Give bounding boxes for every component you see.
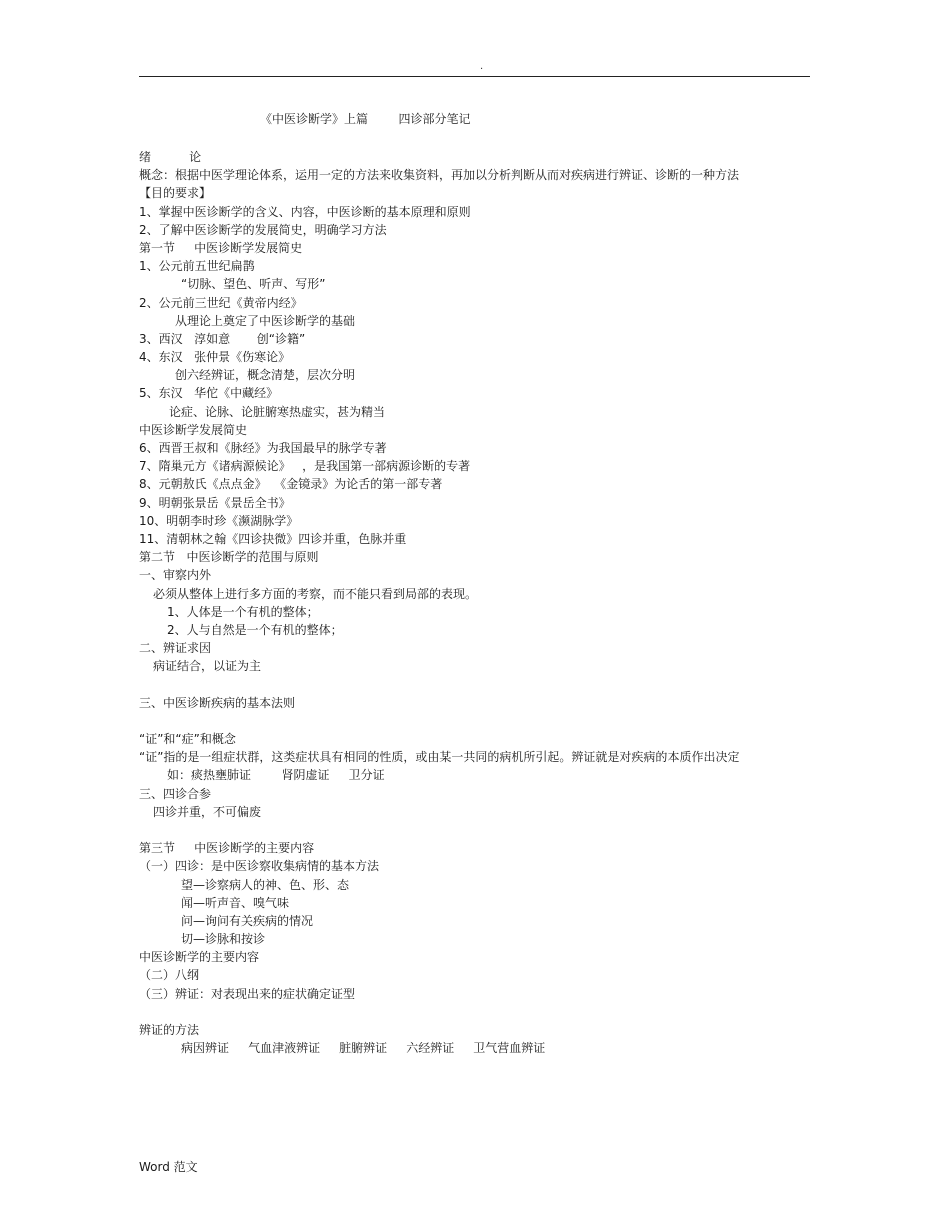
- text-line: 辨证的方法: [139, 1023, 200, 1038]
- text-line: （二）八纲: [139, 968, 200, 983]
- text-line: 第二节 中医诊断学的范围与原则: [139, 550, 319, 565]
- text-line: 1、公元前五世纪扁鹊: [139, 259, 255, 274]
- text-line: 一、审察内外: [139, 568, 212, 583]
- text-line: 病因辨证 气血津液辨证 脏腑辨证 六经辨证 卫气营血辨证: [181, 1041, 546, 1056]
- text-line: 3、西汉 淳如意 创“诊籍”: [139, 331, 306, 346]
- text-line: 问—询问有关疾病的情况: [181, 913, 314, 928]
- text-line: 病证结合，以证为主: [153, 659, 262, 674]
- page-footer: Word 范文: [139, 1160, 198, 1174]
- text-line: “证”和“症”和概念: [139, 732, 236, 747]
- header-rule: [139, 76, 810, 77]
- text-line: 如：痰热壅肺证 肾阴虚证 卫分证: [167, 768, 385, 783]
- text-line: 三、中医诊断疾病的基本法则: [139, 695, 296, 710]
- text-line: （一）四诊：是中医诊察收集病情的基本方法: [139, 859, 380, 874]
- text-line: 第三节 中医诊断学的主要内容: [139, 841, 315, 856]
- text-line: “切脉、望色、听声、写形”: [181, 277, 326, 292]
- text-line: 中医诊断学发展简史: [139, 422, 248, 437]
- header-dot: .: [480, 61, 484, 72]
- blank-line: [139, 1003, 811, 1021]
- blank-line: [139, 675, 811, 693]
- text-line: 7、隋巢元方《诸病源候论》 ，是我国第一部病源诊断的专著: [139, 459, 471, 474]
- blank-line: [139, 821, 811, 839]
- text-line: 必须从整体上进行多方面的考察，而不能只看到局部的表现。: [153, 586, 478, 601]
- text-line: 概念：根据中医学理论体系，运用一定的方法来收集资料，再加以分析判断从而对疾病进行辨证、诊断的一种方法: [139, 168, 740, 183]
- text-line: 4、东汉 张仲景《伤寒论》: [139, 350, 291, 365]
- text-line: 2、人与自然是一个有机的整体；: [167, 622, 343, 637]
- text-line: 四诊并重，不可偏废: [153, 804, 262, 819]
- text-line: 二、辨证求因: [139, 641, 212, 656]
- text-line: 6、西晋王叔和《脉经》为我国最早的脉学专著: [139, 441, 387, 456]
- text-line: 5、东汉 华佗《中藏经》: [139, 386, 279, 401]
- text-line: 8、元朝敖氏《点点金》 《金镜录》为论舌的第一部专著: [139, 477, 443, 492]
- text-line: 11、清朝林之翰《四诊抉微》四诊并重，色脉并重: [139, 531, 407, 546]
- text-line: 【目的要求】: [139, 186, 212, 201]
- text-line: 1、人体是一个有机的整体；: [167, 604, 319, 619]
- text-line: 创六经辨证，概念清楚，层次分明: [175, 368, 356, 383]
- text-line: 第一节 中医诊断学发展简史: [139, 240, 303, 255]
- document-body: [139, 148, 811, 1057]
- text-line: 望—诊察病人的神、色、形、态: [181, 877, 350, 892]
- text-line: （三）辨证：对表现出来的症状确定证型: [139, 986, 356, 1001]
- text-line: 切—诊脉和按诊: [181, 932, 266, 947]
- text-line: 绪 论: [139, 150, 202, 164]
- blank-line: [139, 712, 811, 730]
- text-line: 2、了解中医诊断学的发展简史，明确学习方法: [139, 222, 387, 237]
- text-line: 9、明朝张景岳《景岳全书》: [139, 495, 291, 510]
- text-line: 2、公元前三世纪《黄帝内经》: [139, 295, 303, 310]
- text-line: 从理论上奠定了中医诊断学的基础: [175, 313, 356, 328]
- document-title: 《中医诊断学》上篇 四诊部分笔记: [260, 112, 471, 126]
- text-line: 三、四诊合参: [139, 786, 212, 801]
- text-line: 中医诊断学的主要内容: [139, 950, 260, 965]
- text-line: 闻—听声音、嗅气味: [181, 895, 290, 910]
- text-line: 1、掌握中医诊断学的含义、内容，中医诊断的基本原理和原则: [139, 204, 471, 219]
- text-line: 论症、论脉、论脏腑寒热虚实，甚为精当: [169, 404, 386, 419]
- text-line: 10、明朝李时珍《濒湖脉学》: [139, 513, 299, 528]
- text-line: “证”指的是一组症状群，这类症状具有相同的性质，或由某一共同的病机所引起。辨证就是对疾病的本质作出决定: [139, 750, 740, 765]
